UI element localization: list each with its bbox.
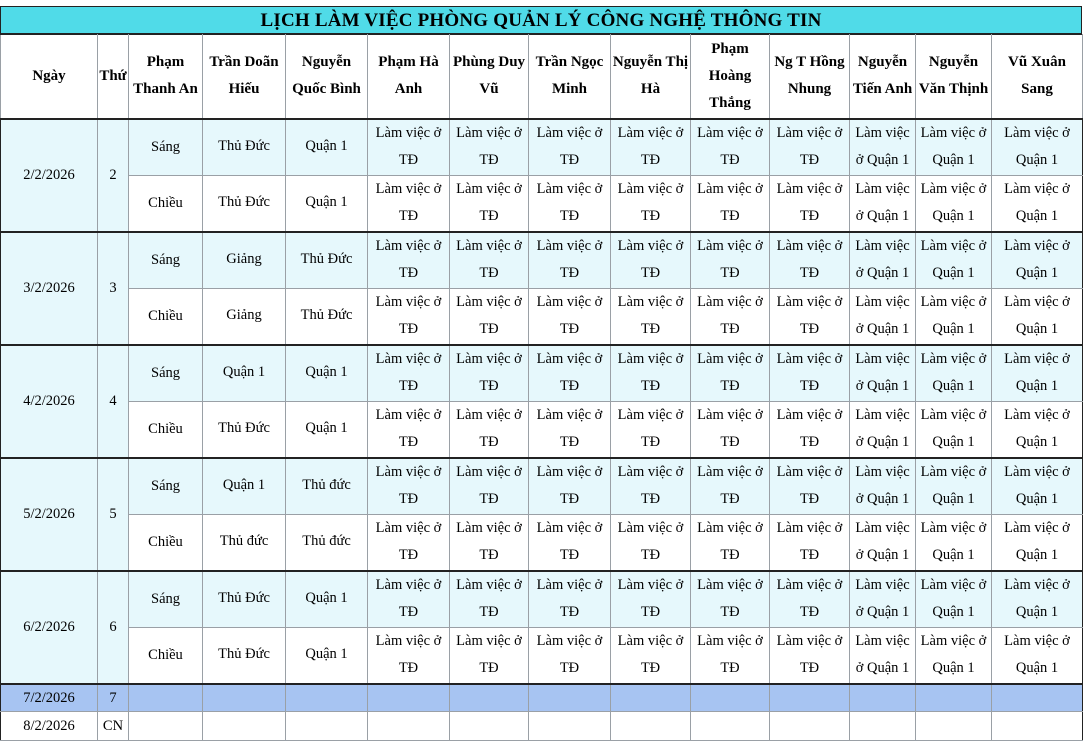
weekday-cell[interactable]: 7: [98, 684, 129, 712]
schedule-cell[interactable]: Thủ Đức: [286, 232, 368, 289]
schedule-cell[interactable]: Làm việc ở TĐ: [770, 458, 850, 515]
schedule-cell[interactable]: Làm việc ở Quận 1: [916, 119, 992, 176]
empty-cell[interactable]: [992, 712, 1083, 741]
weekday-cell[interactable]: 5: [98, 458, 129, 571]
schedule-cell[interactable]: Làm việc ở Quận 1: [916, 288, 992, 345]
header-staff: Vũ Xuân Sang: [992, 35, 1083, 119]
empty-cell[interactable]: [691, 684, 770, 712]
schedule-cell[interactable]: Làm việc ở Quận 1: [916, 571, 992, 628]
weekend-row: [1, 684, 1083, 712]
session-cell[interactable]: Chiều: [129, 514, 203, 571]
schedule-cell[interactable]: Làm việc ở Quận 1: [850, 288, 916, 345]
empty-cell[interactable]: [691, 712, 770, 741]
schedule-cell[interactable]: Làm việc ở TĐ: [691, 345, 770, 402]
empty-cell[interactable]: [450, 684, 529, 712]
schedule-cell[interactable]: Làm việc ở Quận 1: [850, 345, 916, 402]
schedule-cell[interactable]: Làm việc ở TĐ: [611, 627, 691, 684]
schedule-cell[interactable]: Làm việc ở TĐ: [611, 345, 691, 402]
header-staff: Nguyễn Thị Hà: [611, 35, 691, 119]
schedule-cell[interactable]: Làm việc ở TĐ: [611, 514, 691, 571]
schedule-cell[interactable]: Làm việc ở TĐ: [450, 345, 529, 402]
session-cell[interactable]: Chiều: [129, 627, 203, 684]
schedule-table: [0, 34, 1083, 741]
empty-cell[interactable]: [916, 684, 992, 712]
header-staff: Phạm Thanh An: [129, 35, 203, 119]
schedule-cell[interactable]: Làm việc ở TĐ: [529, 345, 611, 402]
schedule-cell[interactable]: Làm việc ở TĐ: [770, 401, 850, 458]
schedule-cell[interactable]: Làm việc ở TĐ: [611, 401, 691, 458]
schedule-cell[interactable]: Làm việc ở TĐ: [450, 175, 529, 232]
schedule-cell[interactable]: Làm việc ở TĐ: [691, 514, 770, 571]
schedule-cell[interactable]: Làm việc ở TĐ: [450, 458, 529, 515]
schedule-cell[interactable]: Thủ Đức: [203, 119, 286, 176]
schedule-cell[interactable]: Quận 1: [286, 401, 368, 458]
empty-cell[interactable]: [203, 712, 286, 741]
schedule-cell[interactable]: Thủ đức: [203, 514, 286, 571]
schedule-cell[interactable]: Thủ đức: [286, 458, 368, 515]
schedule-cell[interactable]: Thủ Đức: [203, 627, 286, 684]
session-cell[interactable]: Chiều: [129, 288, 203, 345]
empty-cell[interactable]: [529, 712, 611, 741]
date-cell[interactable]: 6/2/2026: [1, 571, 98, 684]
empty-cell[interactable]: [203, 684, 286, 712]
schedule-cell[interactable]: Làm việc ở TĐ: [611, 175, 691, 232]
date-cell[interactable]: 4/2/2026: [1, 345, 98, 458]
schedule-cell[interactable]: Quận 1: [286, 175, 368, 232]
session-cell[interactable]: Sáng: [129, 571, 203, 628]
schedule-cell[interactable]: Làm việc ở TĐ: [770, 232, 850, 289]
schedule-cell[interactable]: Thủ Đức: [203, 401, 286, 458]
empty-cell[interactable]: [850, 712, 916, 741]
schedule-cell[interactable]: Làm việc ở Quận 1: [992, 232, 1083, 289]
schedule-cell[interactable]: Làm việc ở TĐ: [529, 175, 611, 232]
schedule-cell[interactable]: Làm việc ở Quận 1: [850, 401, 916, 458]
empty-cell[interactable]: [286, 684, 368, 712]
schedule-cell[interactable]: Làm việc ở TĐ: [691, 401, 770, 458]
schedule-cell[interactable]: Làm việc ở TĐ: [450, 401, 529, 458]
empty-cell[interactable]: [368, 712, 450, 741]
schedule-cell[interactable]: Làm việc ở TĐ: [450, 627, 529, 684]
table-row: [1, 232, 1083, 289]
schedule-cell[interactable]: Làm việc ở Quận 1: [916, 345, 992, 402]
schedule-cell[interactable]: Làm việc ở TĐ: [368, 458, 450, 515]
weekday-cell[interactable]: 2: [98, 119, 129, 232]
empty-cell[interactable]: [992, 684, 1083, 712]
schedule-cell[interactable]: Làm việc ở Quận 1: [916, 458, 992, 515]
schedule-cell[interactable]: Làm việc ở TĐ: [368, 119, 450, 176]
table-row: [1, 175, 1083, 232]
weekday-cell[interactable]: 3: [98, 232, 129, 345]
schedule-cell[interactable]: Thủ Đức: [203, 571, 286, 628]
schedule-cell[interactable]: Làm việc ở TĐ: [450, 232, 529, 289]
empty-cell[interactable]: [916, 712, 992, 741]
schedule-cell[interactable]: Làm việc ở Quận 1: [992, 627, 1083, 684]
empty-cell[interactable]: [850, 684, 916, 712]
session-cell[interactable]: Sáng: [129, 232, 203, 289]
schedule-cell[interactable]: Làm việc ở TĐ: [368, 232, 450, 289]
schedule-cell[interactable]: Làm việc ở Quận 1: [992, 514, 1083, 571]
header-staff: Phạm Hoàng Thắng: [691, 35, 770, 119]
schedule-cell[interactable]: Làm việc ở TĐ: [770, 345, 850, 402]
schedule-cell[interactable]: Quận 1: [203, 458, 286, 515]
schedule-cell[interactable]: Làm việc ở Quận 1: [992, 458, 1083, 515]
table-row: [1, 401, 1083, 458]
schedule-cell[interactable]: Làm việc ở TĐ: [691, 627, 770, 684]
schedule-cell[interactable]: Làm việc ở TĐ: [770, 514, 850, 571]
schedule-cell[interactable]: Quận 1: [286, 119, 368, 176]
schedule-cell[interactable]: Làm việc ở TĐ: [611, 458, 691, 515]
empty-cell[interactable]: [368, 684, 450, 712]
date-cell[interactable]: 8/2/2026: [1, 712, 98, 741]
table-row: [1, 514, 1083, 571]
weekday-cell[interactable]: 6: [98, 571, 129, 684]
schedule-cell[interactable]: Làm việc ở TĐ: [368, 627, 450, 684]
header-staff: Phạm Hà Anh: [368, 35, 450, 119]
schedule-cell[interactable]: Làm việc ở Quận 1: [850, 232, 916, 289]
schedule-cell[interactable]: Làm việc ở TĐ: [529, 232, 611, 289]
schedule-cell[interactable]: Làm việc ở Quận 1: [916, 232, 992, 289]
schedule-cell[interactable]: Làm việc ở TĐ: [691, 288, 770, 345]
schedule-cell[interactable]: Làm việc ở TĐ: [691, 232, 770, 289]
schedule-cell[interactable]: Làm việc ở TĐ: [450, 571, 529, 628]
schedule-body: [1, 119, 1083, 741]
schedule-cell[interactable]: Làm việc ở TĐ: [368, 175, 450, 232]
empty-cell[interactable]: [611, 712, 691, 741]
date-cell[interactable]: 2/2/2026: [1, 119, 98, 232]
weekday-cell[interactable]: 4: [98, 345, 129, 458]
empty-cell[interactable]: [129, 712, 203, 741]
schedule-cell[interactable]: Làm việc ở TĐ: [529, 458, 611, 515]
schedule-cell[interactable]: Thủ Đức: [286, 288, 368, 345]
schedule-cell[interactable]: Làm việc ở TĐ: [529, 514, 611, 571]
schedule-cell[interactable]: Làm việc ở Quận 1: [992, 401, 1083, 458]
header-staff: Ng T Hồng Nhung: [770, 35, 850, 119]
schedule-cell[interactable]: Làm việc ở TĐ: [770, 119, 850, 176]
schedule-cell[interactable]: Làm việc ở Quận 1: [992, 345, 1083, 402]
schedule-cell[interactable]: Làm việc ở Quận 1: [850, 119, 916, 176]
schedule-cell[interactable]: Làm việc ở Quận 1: [916, 401, 992, 458]
sheet-title: LỊCH LÀM VIỆC PHÒNG QUẢN LÝ CÔNG NGHỆ THÔNG TIN: [0, 6, 1082, 34]
schedule-cell[interactable]: Làm việc ở Quận 1: [916, 514, 992, 571]
header-weekday: Thứ: [98, 35, 129, 119]
schedule-cell[interactable]: Quận 1: [286, 345, 368, 402]
schedule-cell[interactable]: Làm việc ở TĐ: [691, 458, 770, 515]
schedule-cell[interactable]: Thủ đức: [286, 514, 368, 571]
schedule-cell[interactable]: Làm việc ở TĐ: [770, 288, 850, 345]
empty-cell[interactable]: [611, 684, 691, 712]
empty-cell[interactable]: [450, 712, 529, 741]
date-cell[interactable]: 3/2/2026: [1, 232, 98, 345]
header-staff: Nguyễn Tiến Anh: [850, 35, 916, 119]
table-row: [1, 345, 1083, 402]
table-row: [1, 571, 1083, 628]
schedule-cell[interactable]: Làm việc ở TĐ: [450, 514, 529, 571]
table-row: [1, 458, 1083, 515]
schedule-cell[interactable]: Làm việc ở TĐ: [611, 119, 691, 176]
schedule-cell[interactable]: Làm việc ở TĐ: [691, 175, 770, 232]
schedule-cell[interactable]: Quận 1: [203, 345, 286, 402]
empty-cell[interactable]: [286, 712, 368, 741]
header-staff: Nguyễn Quốc Bình: [286, 35, 368, 119]
schedule-cell[interactable]: Làm việc ở Quận 1: [850, 571, 916, 628]
schedule-cell[interactable]: Làm việc ở TĐ: [529, 119, 611, 176]
header-staff: Phùng Duy Vũ: [450, 35, 529, 119]
session-cell[interactable]: Chiều: [129, 401, 203, 458]
schedule-cell[interactable]: Làm việc ở TĐ: [529, 288, 611, 345]
schedule-cell[interactable]: Làm việc ở TĐ: [529, 627, 611, 684]
schedule-cell[interactable]: Làm việc ở Quận 1: [916, 627, 992, 684]
weekday-cell[interactable]: CN: [98, 712, 129, 741]
schedule-cell[interactable]: Làm việc ở TĐ: [368, 571, 450, 628]
schedule-cell[interactable]: Làm việc ở TĐ: [611, 571, 691, 628]
schedule-cell[interactable]: Làm việc ở Quận 1: [850, 627, 916, 684]
schedule-cell[interactable]: Làm việc ở Quận 1: [850, 514, 916, 571]
schedule-cell[interactable]: Làm việc ở Quận 1: [992, 175, 1083, 232]
schedule-cell[interactable]: Làm việc ở TĐ: [368, 345, 450, 402]
schedule-cell[interactable]: Làm việc ở TĐ: [529, 571, 611, 628]
schedule-cell[interactable]: Quận 1: [286, 571, 368, 628]
schedule-cell[interactable]: Giảng: [203, 232, 286, 289]
header-staff: Trần Doãn Hiếu: [203, 35, 286, 119]
session-cell[interactable]: Sáng: [129, 119, 203, 176]
header-date: Ngày: [1, 35, 98, 119]
header-staff: Nguyễn Văn Thịnh: [916, 35, 992, 119]
header-row: [1, 35, 1083, 119]
schedule-cell[interactable]: Làm việc ở TĐ: [450, 288, 529, 345]
header-staff: Trần Ngọc Minh: [529, 35, 611, 119]
schedule-cell[interactable]: Làm việc ở TĐ: [611, 288, 691, 345]
schedule-cell[interactable]: Quận 1: [286, 627, 368, 684]
table-row: [1, 288, 1083, 345]
schedule-cell[interactable]: Làm việc ở Quận 1: [850, 175, 916, 232]
schedule-cell[interactable]: Làm việc ở TĐ: [770, 175, 850, 232]
session-cell[interactable]: Sáng: [129, 345, 203, 402]
schedule-cell[interactable]: Làm việc ở TĐ: [611, 232, 691, 289]
weekend-row: [1, 712, 1083, 741]
empty-cell[interactable]: [770, 684, 850, 712]
schedule-cell[interactable]: Làm việc ở TĐ: [368, 514, 450, 571]
table-row: [1, 627, 1083, 684]
schedule-cell[interactable]: Giảng: [203, 288, 286, 345]
date-cell[interactable]: 5/2/2026: [1, 458, 98, 571]
schedule-cell[interactable]: Làm việc ở TĐ: [770, 571, 850, 628]
empty-cell[interactable]: [770, 712, 850, 741]
schedule-cell[interactable]: Làm việc ở Quận 1: [850, 458, 916, 515]
session-cell[interactable]: Chiều: [129, 175, 203, 232]
date-cell[interactable]: 7/2/2026: [1, 684, 98, 712]
schedule-cell[interactable]: Làm việc ở Quận 1: [992, 119, 1083, 176]
empty-cell[interactable]: [129, 684, 203, 712]
schedule-cell[interactable]: Làm việc ở TĐ: [450, 119, 529, 176]
schedule-cell[interactable]: Làm việc ở TĐ: [691, 571, 770, 628]
schedule-cell[interactable]: Làm việc ở TĐ: [368, 288, 450, 345]
schedule-cell[interactable]: Làm việc ở TĐ: [770, 627, 850, 684]
session-cell[interactable]: Sáng: [129, 458, 203, 515]
table-row: [1, 119, 1083, 176]
schedule-cell[interactable]: Làm việc ở Quận 1: [916, 175, 992, 232]
schedule-cell[interactable]: Làm việc ở Quận 1: [992, 571, 1083, 628]
schedule-cell[interactable]: Làm việc ở TĐ: [368, 401, 450, 458]
empty-cell[interactable]: [529, 684, 611, 712]
schedule-cell[interactable]: Làm việc ở TĐ: [529, 401, 611, 458]
schedule-cell[interactable]: Thủ Đức: [203, 175, 286, 232]
schedule-cell[interactable]: Làm việc ở Quận 1: [992, 288, 1083, 345]
schedule-cell[interactable]: Làm việc ở TĐ: [691, 119, 770, 176]
